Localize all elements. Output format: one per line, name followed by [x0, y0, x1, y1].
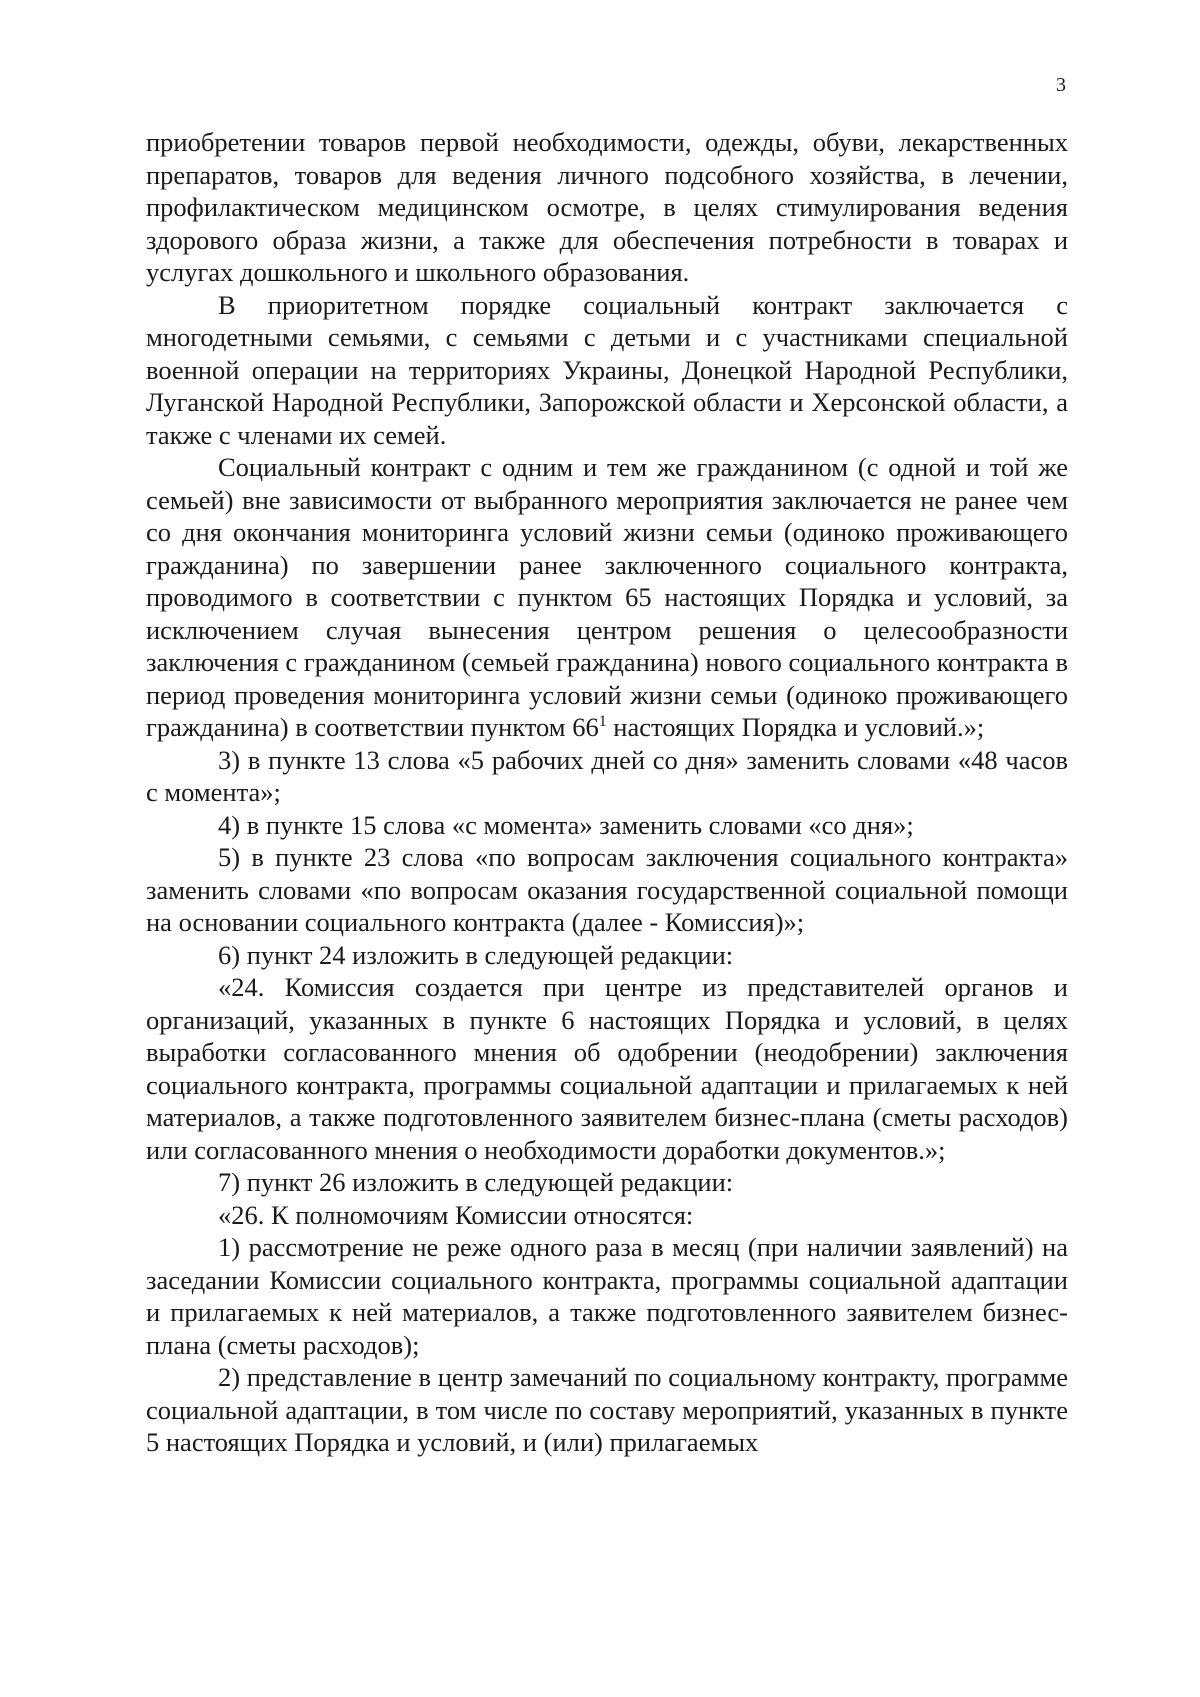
page-number: 3 [1056, 74, 1066, 96]
paragraph: «26. К полномочиям Комиссии относятся: [218, 1199, 694, 1230]
paragraph: 7) пункт 26 изложить в следующей редакции: [218, 1167, 734, 1197]
paragraph: 3) в пункте 13 слова «5 рабочих дней со дня» заменить словами «48 часов с момента»; [146, 744, 1068, 807]
paragraph-text-tail: настоящих Порядка и условий.»; [606, 712, 985, 742]
paragraph: 6) пункт 24 изложить в следующей редакции: [218, 939, 734, 970]
document-body [146, 126, 1068, 1459]
paragraph: 1) рассмотрение не реже одного раза в месяц (при наличии заявлений) на заседании Комиссии социального контракта, программы социальной адаптации и прилагаемых к ней материалов, а также подготовленного заявителем бизнес-плана (сметы расходов); [146, 1232, 1068, 1360]
paragraph: 5) в пункте 23 слова «по вопросам заключения социального контракта» заменить словами «по вопросам оказания государственной социальной помощи на основании социального контракта (далее - Комиссия)»; [146, 842, 1068, 937]
paragraph: «24. Комиссия создается при центре из представителей органов и организаций, указанных в пункте 6 настоящих Порядка и условий, в целях выработки согласованного мнения об одобрении (неодобрении) заключения социального контракта, программы социальной адаптации и прилагаемых к ней материалов, а также подготовленного заявителем бизнес-плана (сметы расходов) или согласованного мнения о необходимости доработки документов.»; [146, 972, 1068, 1165]
paragraph: приобретении товаров первой необходимости, одежды, обуви, лекарственных препаратов, товаров для ведения личного подсобного хозяйства, в лечении, профилактическом медицинском осмотре, в целях стимулирования ведения здорового образа жизни, а также для обеспечения потребности в товарах и услугах дошкольного и школьного образования. [146, 127, 1068, 287]
paragraph: В приоритетном порядке социальный контракт заключается с многодетными семьями, с семьями с детьми и с участниками специальной военной операции на территориях Украины, Донецкой Народной Республики, Луганской Народной Республики, Запорожской области и Херсонской области, а также с членами их семей. [146, 289, 1068, 450]
paragraph-text: Социальный контракт с одним и тем же гражданином (с одной и той же семьей) вне зависимости от выбранного мероприятия заключается не ранее чем со дня окончания мониторинга условий жизни семьи (одиноко проживающего гражданина) по завершении ранее заключенного социального контракта, проводимого в соответствии с пунктом 65 настоящих Порядка и условий, за исключением случая вынесения центром решения о целесообразности заключения с гражданином (семьей гражданина) нового социального контракта в период проведения мониторинга условий жизни семьи (одиноко проживающего гражданина) в соответствии пунктом 66 [146, 452, 1068, 742]
paragraph: 4) в пункте 15 слова «с момента» заменить словами «со дня»; [218, 809, 914, 840]
paragraph [146, 451, 1068, 744]
footnote-superscript: 1 [598, 713, 607, 731]
paragraph: 2) представление в центр замечаний по социальному контракту, программе социальной адаптации, в том числе по составу мероприятий, указанных в пункте 5 настоящих Порядка и условий, и (или) прилагаемых [146, 1362, 1068, 1457]
